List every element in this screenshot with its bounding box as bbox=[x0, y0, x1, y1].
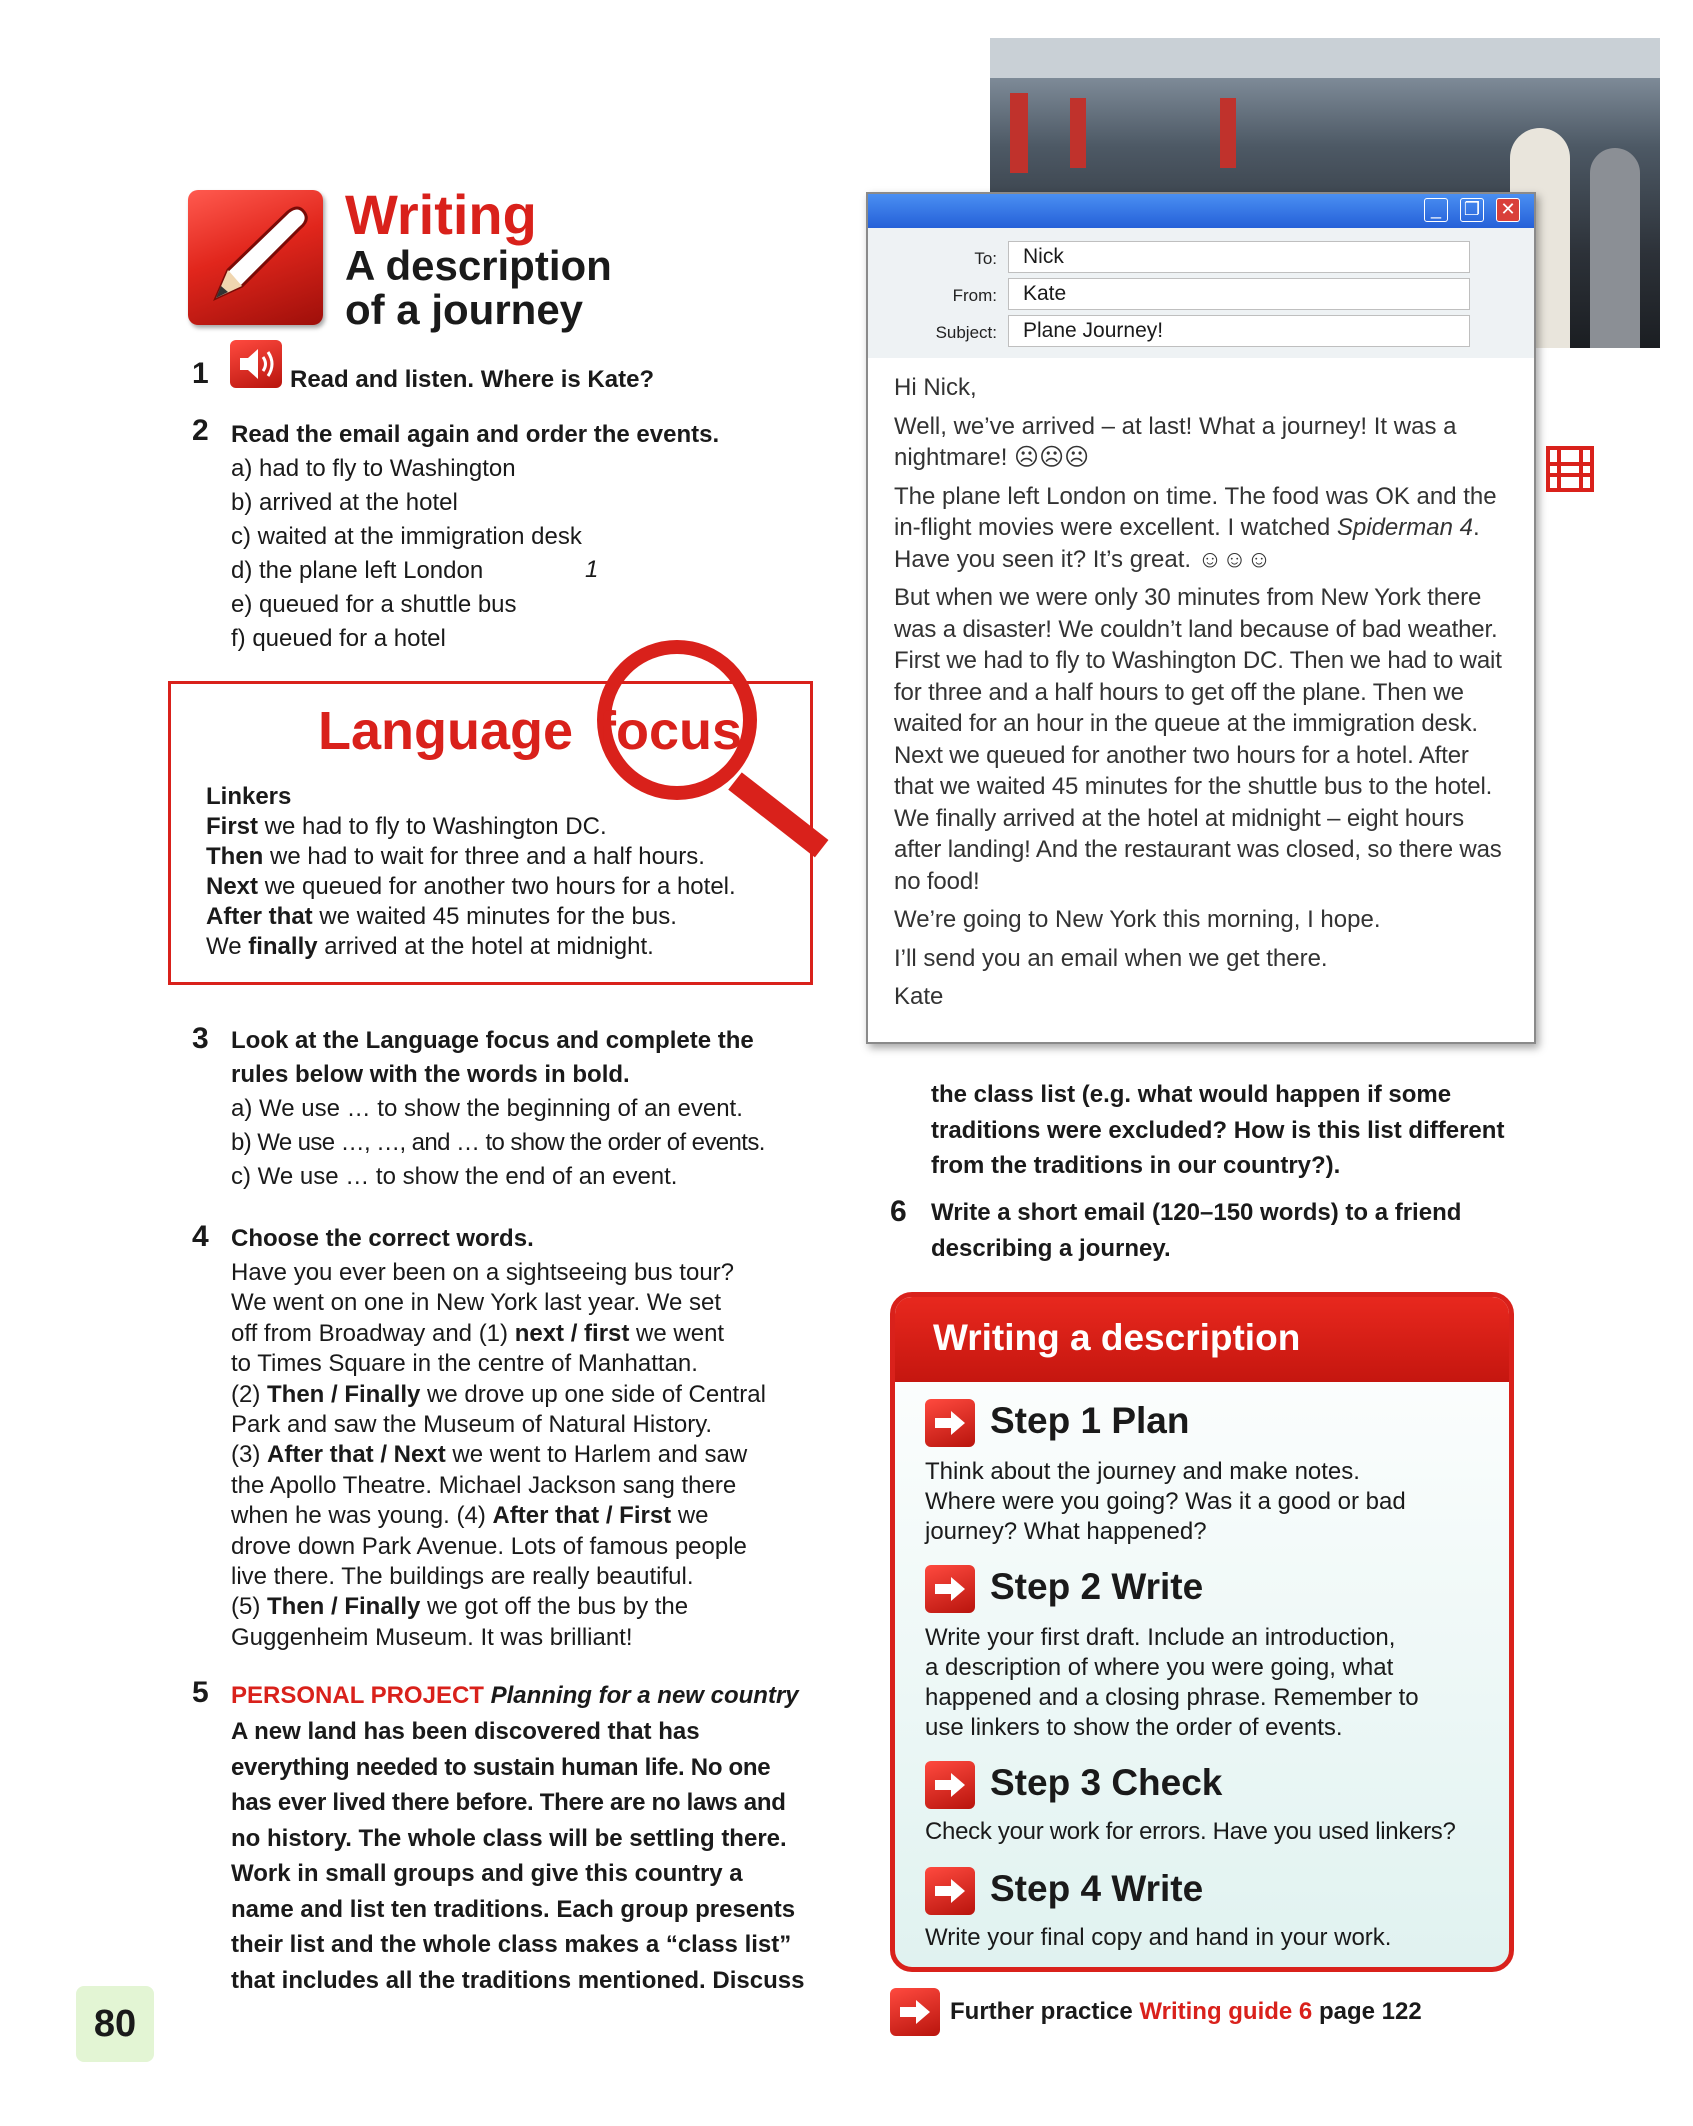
step-3-arrow-icon bbox=[925, 1761, 975, 1809]
page-subtitle: A description of a journey bbox=[345, 242, 612, 333]
linker-line: We finally arrived at the hotel at midnight. bbox=[206, 933, 654, 960]
step-1-title: Step 1 Plan bbox=[990, 1400, 1190, 1441]
step-4-title: Step 4 Write bbox=[990, 1868, 1204, 1909]
arrow-right-icon bbox=[933, 1771, 967, 1799]
arrow-right-icon bbox=[898, 1998, 932, 2026]
subject-field[interactable]: Plane Journey! bbox=[1008, 315, 1470, 347]
audio-button[interactable] bbox=[230, 340, 282, 388]
step-4-arrow-icon bbox=[925, 1867, 975, 1915]
page-title: Writing bbox=[345, 183, 537, 246]
arrow-right-icon bbox=[933, 1877, 967, 1905]
page-number: 80 bbox=[76, 1986, 154, 2062]
email-window bbox=[866, 192, 1536, 1044]
exercise-1-instruction: Read and listen. Where is Kate? bbox=[290, 366, 655, 393]
list-item: f) queued for a hotel bbox=[231, 625, 446, 652]
subject-label: Subject: bbox=[935, 323, 997, 342]
language-focus-content bbox=[206, 782, 736, 962]
exercise-6-instruction: Write a short email (120–150 words) to a friend describing a journey. bbox=[931, 1199, 1462, 1262]
arrow-right-icon bbox=[933, 1575, 967, 1603]
exercise-2-number: 2 bbox=[192, 414, 209, 447]
pen-icon bbox=[188, 190, 323, 325]
arrow-right-icon bbox=[933, 1409, 967, 1437]
step-2-text: Write your first draft. Include an introduction, a description of where you were going, what happened and a closing phrase. Remember to use linkers to show the order of events. bbox=[925, 1624, 1419, 1741]
linker-line: Next we queued for another two hours for a hotel. bbox=[206, 873, 736, 900]
answer-example: 1 bbox=[585, 556, 599, 583]
exercise-5-number: 5 bbox=[192, 1676, 209, 1709]
further-practice: Further practice Writing guide 6 page 122 bbox=[950, 1998, 1422, 2025]
exercise-4-number: 4 bbox=[192, 1220, 209, 1253]
further-practice-arrow-icon bbox=[890, 1988, 940, 2036]
step-2-arrow-icon bbox=[925, 1565, 975, 1613]
from-field[interactable]: Kate bbox=[1008, 278, 1470, 310]
speaker-icon bbox=[230, 340, 282, 388]
exercise-2-instruction: Read the email again and order the events. bbox=[231, 421, 720, 448]
writing-box-title: Writing a description bbox=[933, 1317, 1301, 1358]
maximize-icon[interactable]: ❐ bbox=[1460, 198, 1484, 222]
list-item: a) had to fly to Washington bbox=[231, 455, 516, 482]
step-3-text: Check your work for errors. Have you used linkers? bbox=[925, 1818, 1456, 1845]
linker-line: First we had to fly to Washington DC. bbox=[206, 813, 607, 840]
list-item: a) We use … to show the beginning of an event. bbox=[231, 1095, 743, 1122]
to-label: To: bbox=[974, 249, 997, 268]
list-item: b) arrived at the hotel bbox=[231, 489, 458, 516]
exercise-5-continued: the class list (e.g. what would happen if some traditions were excluded? How is this list different from the traditions in our country?). bbox=[931, 1081, 1505, 1179]
minimize-icon[interactable]: _ bbox=[1424, 198, 1448, 222]
exercise-3-number: 3 bbox=[192, 1022, 209, 1055]
exercise-4: Choose the correct words. Have you ever been on a sightseeing bus tour? We went on one in New York last year. We set off from Broadway and (1) next / first we went to Times Square in the centre of Manhattan. (2) Then / Finally we drove up one side of Central Park and saw the Museum of Natural History. (3) After that / Next we went to Harlem and saw the Apollo Theatre. Michael Jackson sang there when he was young. (4) After that / First we drove down Park Avenue. Lots of famous people live there. The buildings are really beautiful. (5) Then / Finally we got off the bus by the Guggenheim Museum. It was brilliant! bbox=[231, 1222, 766, 1653]
step-2-title: Step 2 Write bbox=[990, 1566, 1204, 1607]
email-body: Hi Nick, Well, we’ve arrived – at last! What a journey! It was a nightmare! ☹☹☹ The plane left London on time. The food was OK and the in-flight movies were excellent. I watched Spiderman 4. Have you seen it? It’s great. ☺☺☺ But when we were only 30 minutes from New York there was a disaster! We couldn’t land because of bad weather. First we had to fly to Washington DC. Then we had to wait for three and a half hours to get off the plane. Then we waited for an hour in the queue at the immigration desk. Next we queued for another two hours for a hotel. After that we waited 45 minutes for the shuttle bus to the hotel. We finally arrived at the hotel at midnight – eight hours after landing! And the restaurant was closed, so there was no food! We’re going to New York this morning, I hope. I’ll send you an email when we get there. Kate bbox=[894, 374, 1502, 1010]
from-label: From: bbox=[952, 286, 997, 305]
to-field[interactable]: Nick bbox=[1008, 241, 1470, 273]
list-item: c) We use … to show the end of an event. bbox=[231, 1163, 678, 1190]
exercise-6-number: 6 bbox=[890, 1195, 907, 1228]
exercise-5: PERSONAL PROJECT Planning for a new country A new land has been discovered that has everything needed to sustain human life. No one has ever lived there before. There are no laws and no history. The whole class will be settling there. Work in small groups and give this country a name and list ten traditions. Each group presents their list and the whole class makes a “class list” that includes all the traditions mentioned. Discuss bbox=[231, 1678, 831, 1998]
list-item: b) We use …, …, and … to show the order of events. bbox=[231, 1129, 765, 1156]
step-1-arrow-icon bbox=[925, 1399, 975, 1447]
exercise-5-text: A new land has been discovered that has everything needed to sustain human life. No one has ever lived there before. There are no laws and no history. The whole class will be settling there. Work in small groups and give this country a name and list ten traditions. Each group presents their list and the whole class makes a “class list” that includes all the traditions mentioned. Discuss bbox=[231, 1718, 805, 1994]
writing-pen-logo bbox=[188, 190, 323, 325]
language-focus-title: Language bbox=[318, 701, 574, 761]
personal-project-label: PERSONAL PROJECT bbox=[231, 1682, 484, 1709]
list-item: d) the plane left London bbox=[231, 557, 484, 584]
writing-guide-link[interactable]: Writing guide 6 bbox=[1139, 1998, 1313, 2025]
list-item: e) queued for a shuttle bus bbox=[231, 591, 517, 618]
language-focus-title-focus: focus bbox=[598, 701, 743, 761]
list-item: c) waited at the immigration desk bbox=[231, 523, 582, 550]
linker-line: Then we had to wait for three and a half hours. bbox=[206, 843, 705, 870]
linker-line: After that we waited 45 minutes for the bus. bbox=[206, 903, 677, 930]
exercise-4-text: Have you ever been on a sightseeing bus tour? We went on one in New York last year. We set off from Broadway and (1) next / first we went to Times Square in the centre of Manhattan. (2) Then / Finally we drove up one side of Central Park and saw the Museum of Natural History. (3) After that / Next we went to Harlem and saw the Apollo Theatre. Michael Jackson sang there when he was young. (4) After that / First we drove down Park Avenue. Lots of famous people live there. The buildings are really beautiful. (5) Then / Finally we got off the bus by the Guggenheim Museum. It was brilliant! bbox=[231, 1259, 766, 1651]
exercise-2-list bbox=[231, 452, 582, 656]
exercise-1-number: 1 bbox=[192, 357, 209, 390]
exercise-3: Look at the Language focus and complete the rules below with the words in bold. a) We use … to show the beginning of an event. b) We use …, …, and … to show the order of events. c) We use … to show the end of an event. bbox=[231, 1024, 765, 1194]
step-4-text: Write your final copy and hand in your work. bbox=[925, 1924, 1392, 1951]
step-3-title: Step 3 Check bbox=[990, 1762, 1223, 1803]
step-1-text: Think about the journey and make notes. Where were you going? Was it a good or bad journey? What happened? bbox=[925, 1458, 1406, 1545]
close-icon[interactable]: ✕ bbox=[1496, 198, 1520, 222]
writing-description-box bbox=[890, 1292, 1514, 1972]
language-focus-heading: Linkers bbox=[206, 783, 292, 810]
film-icon bbox=[1546, 446, 1594, 492]
